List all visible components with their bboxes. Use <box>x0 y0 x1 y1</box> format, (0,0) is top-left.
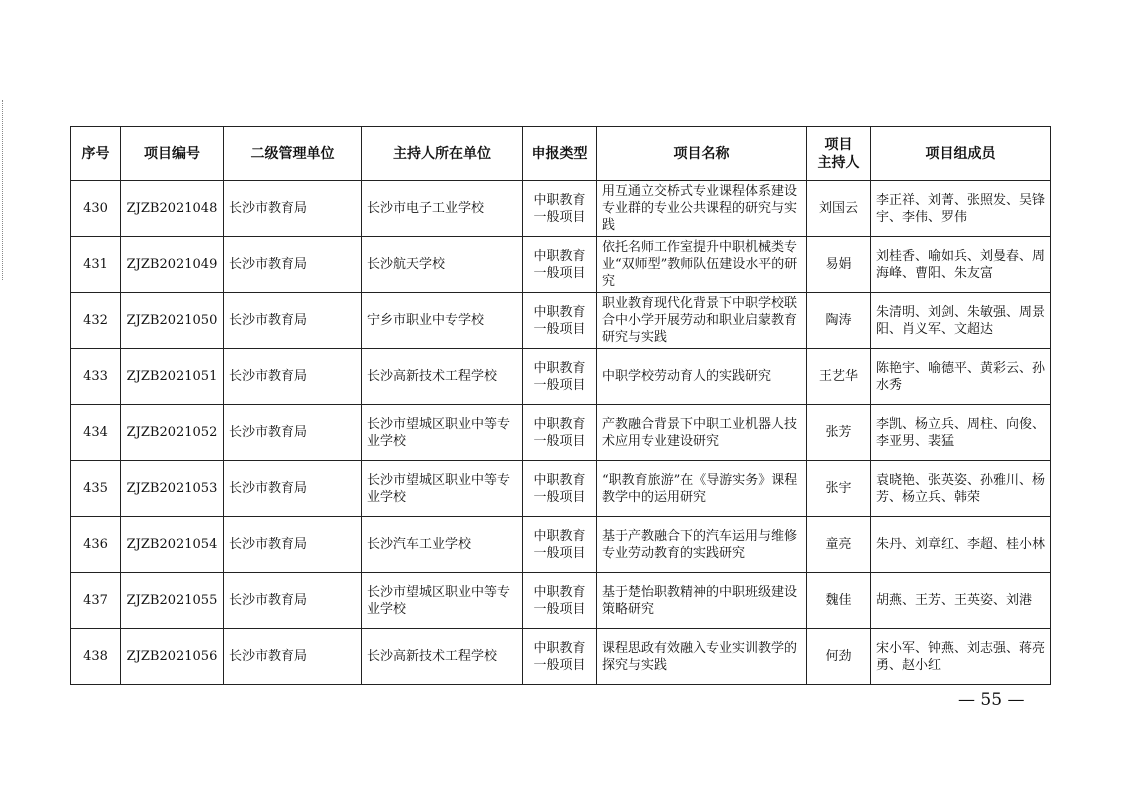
cell-project-members: 李凯、杨立兵、周柱、向俊、李亚男、裴猛 <box>871 405 1051 461</box>
cell-project-members: 袁晓艳、张英姿、孙雅川、杨芳、杨立兵、韩荣 <box>871 461 1051 517</box>
cell-project-code: ZJZB2021056 <box>121 629 224 685</box>
project-table <box>70 126 1051 685</box>
cell-seq: 432 <box>71 293 121 349</box>
cell-project-host: 童亮 <box>807 517 871 573</box>
cell-project-name: 依托名师工作室提升中职机械类专业“双师型”教师队伍建设水平的研究 <box>597 237 807 293</box>
table-row <box>71 629 1051 685</box>
cell-project-code: ZJZB2021049 <box>121 237 224 293</box>
header-host: 项目 主持人 <box>807 127 871 181</box>
cell-admin-unit: 长沙市教育局 <box>224 629 362 685</box>
cell-seq: 434 <box>71 405 121 461</box>
cell-project-name: 用互通立交桥式专业课程体系建设专业群的专业公共课程的研究与实践 <box>597 181 807 237</box>
table-row <box>71 349 1051 405</box>
cell-project-host: 何劲 <box>807 629 871 685</box>
cell-admin-unit: 长沙市教育局 <box>224 293 362 349</box>
cell-project-code: ZJZB2021048 <box>121 181 224 237</box>
cell-host-unit: 长沙市电子工业学校 <box>362 181 523 237</box>
table-row <box>71 517 1051 573</box>
cell-project-host: 易娟 <box>807 237 871 293</box>
cell-application-type: 中职教育 一般项目 <box>523 181 597 237</box>
cell-seq: 433 <box>71 349 121 405</box>
cell-project-members: 宋小军、钟燕、刘志强、蒋亮勇、赵小红 <box>871 629 1051 685</box>
cell-host-unit: 长沙市望城区职业中等专业学校 <box>362 573 523 629</box>
cell-host-unit: 长沙汽车工业学校 <box>362 517 523 573</box>
cell-seq: 438 <box>71 629 121 685</box>
cell-admin-unit: 长沙市教育局 <box>224 237 362 293</box>
cell-seq: 435 <box>71 461 121 517</box>
cell-seq: 430 <box>71 181 121 237</box>
cell-application-type: 中职教育 一般项目 <box>523 237 597 293</box>
cell-project-name: 基于楚怡职教精神的中职班级建设策略研究 <box>597 573 807 629</box>
cell-application-type: 中职教育 一般项目 <box>523 461 597 517</box>
header-host-unit: 主持人所在单位 <box>362 127 523 181</box>
table-row <box>71 181 1051 237</box>
cell-admin-unit: 长沙市教育局 <box>224 405 362 461</box>
cell-project-host: 张芳 <box>807 405 871 461</box>
cell-host-unit: 长沙市望城区职业中等专业学校 <box>362 405 523 461</box>
scan-edge-mark <box>2 100 6 280</box>
cell-admin-unit: 长沙市教育局 <box>224 517 362 573</box>
cell-project-host: 刘国云 <box>807 181 871 237</box>
cell-admin-unit: 长沙市教育局 <box>224 181 362 237</box>
cell-application-type: 中职教育 一般项目 <box>523 573 597 629</box>
cell-project-host: 王艺华 <box>807 349 871 405</box>
cell-seq: 437 <box>71 573 121 629</box>
header-seq: 序号 <box>71 127 121 181</box>
cell-host-unit: 长沙高新技术工程学校 <box>362 629 523 685</box>
cell-application-type: 中职教育 一般项目 <box>523 405 597 461</box>
cell-project-members: 朱清明、刘剑、朱敏强、周景阳、肖义军、文超达 <box>871 293 1051 349</box>
cell-application-type: 中职教育 一般项目 <box>523 517 597 573</box>
cell-project-name: 职业教育现代化背景下中职学校联合中小学开展劳动和职业启蒙教育研究与实践 <box>597 293 807 349</box>
cell-project-members: 刘桂香、喻如兵、刘曼春、周海峰、曹阳、朱友富 <box>871 237 1051 293</box>
cell-project-name: 中职学校劳动育人的实践研究 <box>597 349 807 405</box>
cell-host-unit: 长沙高新技术工程学校 <box>362 349 523 405</box>
cell-project-name: “职教育旅游”在《导游实务》课程教学中的运用研究 <box>597 461 807 517</box>
table-row <box>71 405 1051 461</box>
cell-project-code: ZJZB2021051 <box>121 349 224 405</box>
table-row <box>71 237 1051 293</box>
table-row <box>71 573 1051 629</box>
cell-admin-unit: 长沙市教育局 <box>224 573 362 629</box>
header-project-name: 项目名称 <box>597 127 807 181</box>
header-code: 项目编号 <box>121 127 224 181</box>
page-number: — 55 — <box>958 690 1025 710</box>
header-type: 申报类型 <box>523 127 597 181</box>
cell-project-name: 产教融合背景下中职工业机器人技术应用专业建设研究 <box>597 405 807 461</box>
cell-project-members: 胡燕、王芳、王英姿、刘港 <box>871 573 1051 629</box>
cell-application-type: 中职教育 一般项目 <box>523 629 597 685</box>
cell-project-host: 张宇 <box>807 461 871 517</box>
cell-project-code: ZJZB2021055 <box>121 573 224 629</box>
cell-project-members: 陈艳宇、喻德平、黄彩云、孙水秀 <box>871 349 1051 405</box>
cell-application-type: 中职教育 一般项目 <box>523 293 597 349</box>
cell-admin-unit: 长沙市教育局 <box>224 349 362 405</box>
cell-seq: 431 <box>71 237 121 293</box>
cell-application-type: 中职教育 一般项目 <box>523 349 597 405</box>
cell-project-code: ZJZB2021054 <box>121 517 224 573</box>
cell-seq: 436 <box>71 517 121 573</box>
cell-host-unit: 宁乡市职业中专学校 <box>362 293 523 349</box>
cell-project-host: 陶涛 <box>807 293 871 349</box>
cell-project-code: ZJZB2021052 <box>121 405 224 461</box>
cell-host-unit: 长沙市望城区职业中等专业学校 <box>362 461 523 517</box>
table-row <box>71 461 1051 517</box>
header-admin-unit: 二级管理单位 <box>224 127 362 181</box>
table-header-row <box>71 127 1051 181</box>
cell-project-code: ZJZB2021053 <box>121 461 224 517</box>
cell-project-name: 基于产教融合下的汽车运用与维修专业劳动教育的实践研究 <box>597 517 807 573</box>
cell-project-members: 李正祥、刘菁、张照发、吴锋宇、李伟、罗伟 <box>871 181 1051 237</box>
cell-admin-unit: 长沙市教育局 <box>224 461 362 517</box>
cell-project-members: 朱丹、刘章红、李超、桂小林 <box>871 517 1051 573</box>
cell-project-code: ZJZB2021050 <box>121 293 224 349</box>
cell-host-unit: 长沙航天学校 <box>362 237 523 293</box>
table-row <box>71 293 1051 349</box>
header-members: 项目组成员 <box>871 127 1051 181</box>
cell-project-host: 魏佳 <box>807 573 871 629</box>
cell-project-name: 课程思政有效融入专业实训教学的探究与实践 <box>597 629 807 685</box>
